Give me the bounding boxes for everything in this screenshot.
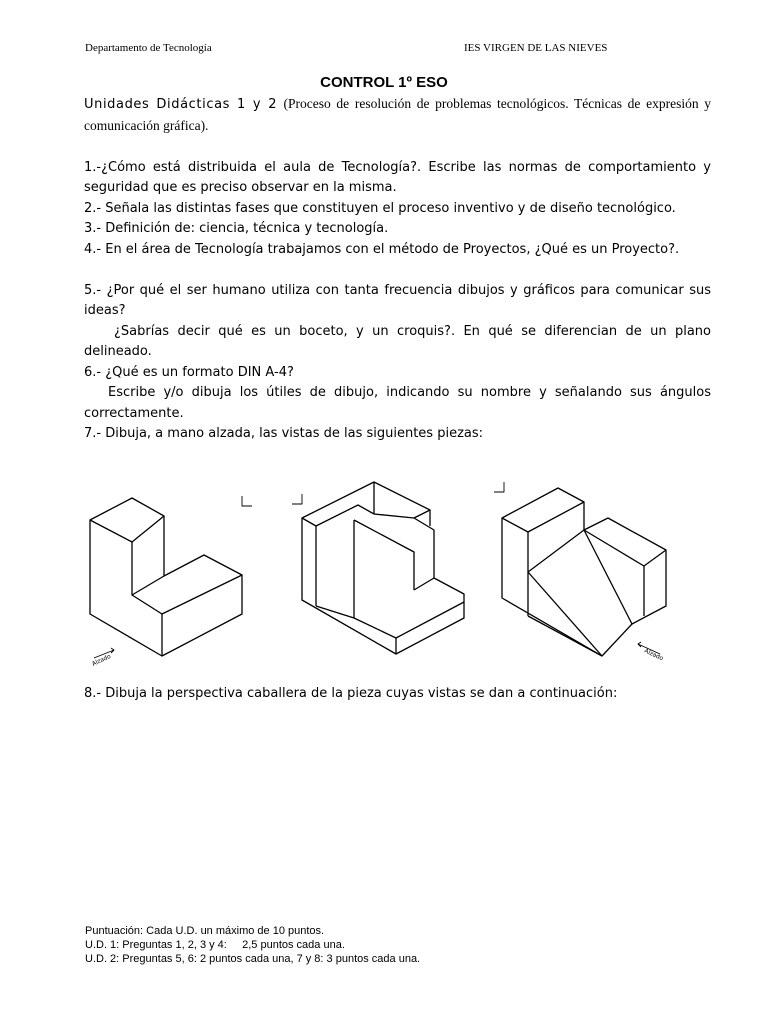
units-line	[84, 94, 711, 137]
question-6b: Escribe y/o dibuja los útiles de dibujo, indicando su nombre y señalando sus ángulos correctamente.	[84, 385, 711, 421]
arrow-label-left: Alzado	[90, 652, 113, 668]
isometric-piece-channel	[294, 478, 474, 673]
question-5: 5.- ¿Por qué el ser humano utiliza con tanta frecuencia dibujos y gráficos para comunicar sus ideas?	[84, 282, 711, 318]
scoring-footer	[85, 924, 420, 966]
question-6: 6.- ¿Qué es un formato DIN A-4?	[84, 364, 294, 380]
question-7: 7.- Dibuja, a mano alzada, las vistas de las siguientes piezas:	[84, 426, 484, 441]
isometric-piece-slope	[494, 478, 684, 673]
isometric-piece-l-block	[84, 478, 254, 668]
question-3: 3.- Definición de: ciencia, técnica y tecnología.	[84, 221, 389, 236]
department-name: Departamento de Tecnología	[85, 42, 212, 54]
school-name: IES VIRGEN DE LAS NIEVES	[464, 42, 608, 54]
question-5b: ¿Sabrías decir qué es un boceto, y un croquis?. En qué se diferencian de un plano delineado.	[84, 323, 711, 359]
questions-body	[84, 94, 711, 445]
question-1: 1.-¿Cómo está distribuida el aula de Tecnología?. Escribe las normas de comportamiento y seguridad que es preciso observar en la misma.	[84, 159, 711, 195]
question-4: 4.- En el área de Tecnología trabajamos con el método de Proyectos, ¿Qué es un Proyecto?.	[84, 241, 680, 257]
figures-area	[84, 478, 704, 678]
units-label: Unidades Didácticas 1 y 2	[84, 97, 278, 112]
scoring-line-1: Puntuación: Cada U.D. un máximo de 10 puntos.	[85, 925, 325, 937]
question-8: 8.- Dibuja la perspectiva caballera de la pieza cuyas vistas se dan a continuación:	[84, 686, 618, 701]
corner-mark	[240, 494, 260, 510]
arrow-label-right: Alzado	[643, 647, 665, 663]
question-2: 2.- Señala las distintas fases que constituyen el proceso inventivo y de diseño tecnológico.	[84, 200, 676, 216]
scoring-line-2: U.D. 1: Preguntas 1, 2, 3 y 4: 2,5 puntos cada una.	[85, 939, 345, 951]
page-title: CONTROL 1º ESO	[320, 74, 448, 91]
units-detail: (Proceso de resolución de problemas tecnológicos. Técnicas de expresión y comunicación gráfica).	[84, 96, 711, 133]
scoring-line-3: U.D. 2: Preguntas 5, 6: 2 puntos cada una, 7 y 8: 3 puntos cada una.	[85, 953, 421, 965]
